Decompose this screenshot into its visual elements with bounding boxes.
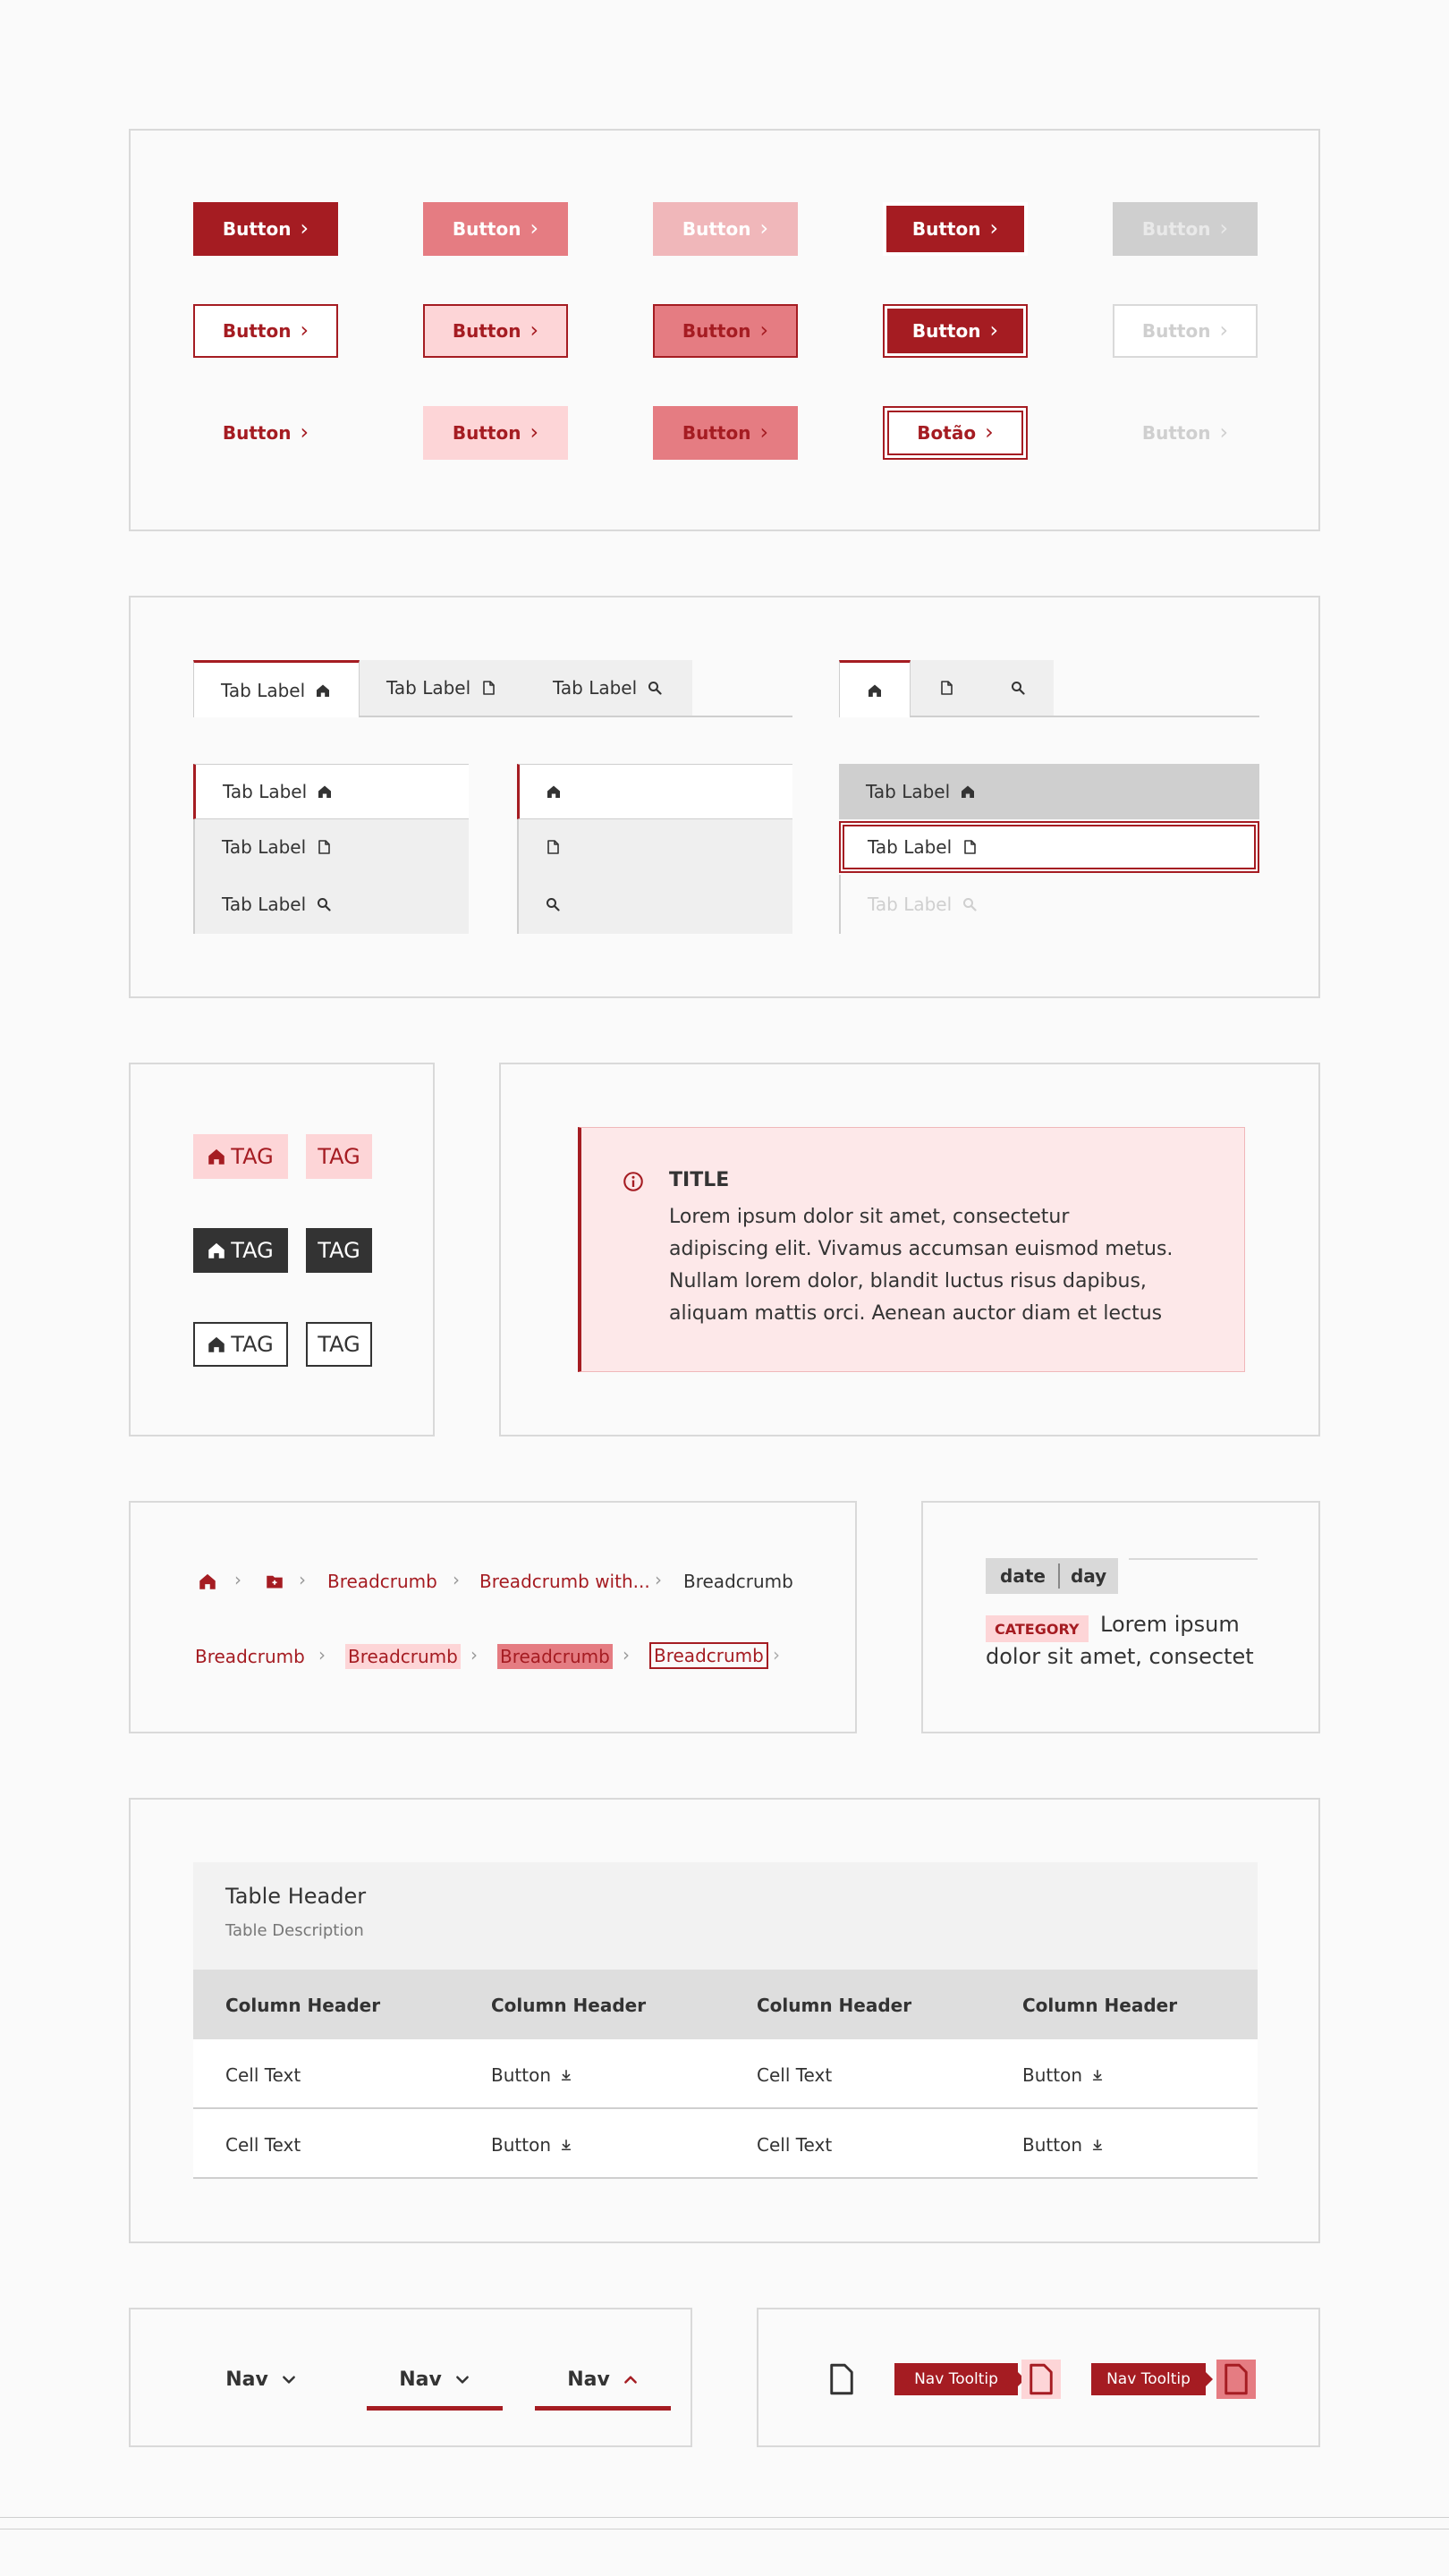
button-label: Button [682,218,751,240]
button-label: Botão [917,422,977,444]
chevron-right-icon: › [318,1644,326,1665]
home-icon [547,784,561,799]
button-label: Button [491,2064,551,2086]
date-badge [986,1558,1118,1594]
document-icon [317,840,331,854]
home-icon [208,1148,225,1165]
vtab-state-disabled[interactable] [841,875,1259,934]
chevron-right-icon: › [1219,419,1229,445]
tag-with-icon-dark[interactable] [193,1228,288,1273]
icon-tab-search[interactable] [982,660,1054,716]
button-label: Button [1022,2134,1082,2156]
document-icon [481,681,496,695]
tag-label: TAG [318,1238,360,1263]
column-header[interactable]: Column Header [1022,1995,1178,2016]
home-icon [208,1335,225,1353]
nav-panel [129,2308,692,2447]
nav-tooltip [1091,2363,1206,2395]
button-label: Button [682,320,751,342]
document-icon [1224,2363,1249,2395]
nav-item-open[interactable] [535,2352,671,2411]
button-label: Button [452,218,521,240]
secondary-button-pressed[interactable] [653,304,798,358]
breadcrumb-link-focused[interactable]: Breadcrumb [649,1642,768,1669]
search-icon [546,897,560,911]
tooltip-label: Nav Tooltip [914,2370,998,2388]
tag-light[interactable] [306,1134,372,1179]
chevron-right-icon: › [453,1569,460,1590]
notification-title: TITLE [669,1169,730,1191]
download-button[interactable] [491,2064,572,2086]
vicon-tab-search[interactable] [519,875,792,934]
chevron-right-icon: › [530,215,539,241]
notification-body [669,1201,1173,1330]
notification-line: Lorem ipsum dolor sit amet, consectetur [669,1206,1070,1228]
category-tag: CATEGORY [986,1615,1089,1642]
primary-button[interactable] [193,202,338,256]
button-label: Button [911,320,981,342]
home-icon [316,683,330,698]
button-label: Button [222,422,292,444]
icon-tab-home-active[interactable] [839,660,911,717]
news-text-line2: dolor sit amet, consectet [986,1644,1254,1669]
secondary-button-hover[interactable] [423,304,568,358]
chevron-right-icon: › [1219,215,1229,241]
column-header[interactable]: Column Header [491,1995,647,2016]
primary-button-disabled[interactable] [1113,202,1258,256]
secondary-button-focused[interactable] [883,304,1028,358]
notification-line: adipiscing elit. Vivamus accumsan euismod metus. [669,1238,1174,1260]
download-button[interactable] [491,2134,572,2156]
table-row [193,2039,1258,2109]
nav-label: Nav [567,2368,610,2391]
table-panel [129,1798,1320,2243]
tab-document[interactable] [360,660,526,716]
download-icon [1091,2139,1104,2151]
download-icon [560,2139,572,2151]
tag-dark[interactable] [306,1228,372,1273]
chevron-down-icon [454,2371,470,2387]
column-header[interactable]: Column Header [757,1995,912,2016]
button-label: Button [1141,320,1211,342]
icon-tab-document[interactable] [911,660,982,716]
download-button[interactable] [1022,2134,1104,2156]
notification [578,1127,1245,1372]
tag-label: TAG [231,1238,274,1263]
search-icon [317,897,331,911]
primary-button-pressed[interactable] [653,202,798,256]
tag-outline[interactable] [306,1322,372,1367]
vtab-state-hover[interactable] [839,764,1259,819]
news-card-panel [921,1501,1320,1733]
button-label: Button [911,218,981,240]
tooltip-arrow [1206,2372,1213,2386]
breadcrumbs-panel [129,1501,857,1733]
tag-label: TAG [231,1144,274,1169]
chevron-right-icon: › [773,1644,780,1665]
button-label: Button [1141,218,1211,240]
home-icon [868,683,882,698]
ghost-button-hover[interactable] [423,406,568,460]
tag-label: TAG [231,1332,274,1357]
chevron-right-icon: › [655,1569,662,1590]
tags-panel [129,1063,435,1436]
tab-label: Tab Label [223,781,308,802]
chevron-right-icon: › [530,419,539,445]
notification-line: aliquam mattis orci. Aenean auctor diam et lectus [669,1302,1163,1325]
date-rule [1129,1558,1258,1560]
tab-label: Tab Label [868,894,953,915]
table-header-block [193,1862,1258,1970]
tooltip-panel [757,2308,1320,2447]
home-icon [208,1241,225,1259]
notification-panel [499,1063,1320,1436]
tab-home-active[interactable] [193,660,360,717]
download-button[interactable] [1022,2064,1104,2086]
button-label: Button [452,320,521,342]
tab-label: Tab Label [386,677,471,699]
table-row [193,2109,1258,2179]
nav-tooltip [894,2363,1018,2395]
tabs-panel [129,596,1320,998]
chevron-right-icon: › [300,317,309,343]
vicon-tab-home-active[interactable] [517,764,792,819]
chevron-right-icon: › [470,1644,478,1665]
button-label: Button [222,218,292,240]
ghost-button[interactable] [193,406,338,460]
chevron-right-icon: › [759,215,769,241]
button-label: Button [1022,2064,1082,2086]
document-icon [939,681,953,695]
chevron-right-icon: › [759,419,769,445]
cell-text: Cell Text [225,2064,301,2086]
primary-button-focused[interactable] [883,202,1028,256]
folder-icon[interactable] [265,1572,284,1590]
tab-label: Tab Label [222,894,307,915]
breadcrumb-link[interactable]: Breadcrumb [327,1571,437,1592]
nav-label: Nav [399,2368,442,2391]
chevron-right-icon: › [989,215,999,241]
chevron-down-icon [281,2371,297,2387]
search-icon [962,897,977,911]
chevron-right-icon: › [623,1644,630,1665]
footer-divider [0,2517,1449,2529]
button-label: Button [682,422,751,444]
nav-label: Nav [225,2368,268,2391]
ghost-button-focused[interactable] [883,406,1028,460]
chevron-up-icon [623,2371,639,2387]
download-icon [1091,2069,1104,2081]
info-icon [623,1171,644,1192]
button-label: Button [1141,422,1211,444]
buttons-panel [129,129,1320,531]
vtab-state-focused[interactable] [839,821,1259,873]
tag-with-icon-outline[interactable] [193,1322,288,1367]
vtab-search[interactable] [195,875,469,934]
button-label: Button [222,320,292,342]
news-text-line1: Lorem ipsum [1100,1612,1240,1637]
ghost-button-disabled[interactable] [1113,406,1258,460]
tag-with-icon-light[interactable] [193,1134,288,1179]
breadcrumb-current: Breadcrumb [683,1571,793,1592]
table-description: Table Description [225,1921,364,1940]
chevron-right-icon: › [985,419,994,445]
nav-item[interactable] [193,2352,329,2406]
cell-text: Cell Text [757,2134,833,2156]
home-icon[interactable] [199,1572,216,1590]
nav-item-hover[interactable] [367,2352,503,2411]
date-label: date [1000,1565,1046,1587]
tag-label: TAG [318,1144,360,1169]
primary-button-hover[interactable] [423,202,568,256]
search-icon [648,681,662,695]
download-icon [560,2069,572,2081]
breadcrumb-link-pressed[interactable]: Breadcrumb [497,1644,613,1669]
chevron-right-icon: › [300,419,309,445]
column-header[interactable]: Column Header [225,1995,381,2016]
secondary-button[interactable] [193,304,338,358]
tab-label: Tab Label [221,679,306,701]
cell-text: Cell Text [225,2134,301,2156]
tab-label: Tab Label [553,677,638,699]
document-icon [1029,2363,1054,2395]
breadcrumb-link[interactable]: Breadcrumb [195,1646,305,1667]
breadcrumb-link-hover[interactable]: Breadcrumb [345,1644,461,1669]
document-icon [546,840,560,854]
tag-label: TAG [318,1332,360,1357]
tab-label: Tab Label [868,836,953,858]
chevron-right-icon: › [234,1569,242,1590]
document-icon [962,840,977,854]
notification-line: Nullam lorem dolor, blandit luctus risus dapibus, [669,1270,1147,1292]
ghost-button-pressed[interactable] [653,406,798,460]
day-label: day [1070,1565,1107,1587]
chevron-right-icon: › [759,317,769,343]
cell-text: Cell Text [757,2064,833,2086]
chevron-right-icon: › [299,1569,306,1590]
vtab-home-active[interactable] [193,764,469,819]
chevron-right-icon: › [300,215,309,241]
table-column-header-row [193,1970,1258,2039]
home-icon [318,784,332,799]
chevron-right-icon: › [989,317,999,343]
table-title: Table Header [225,1884,367,1909]
document-icon[interactable] [828,2363,855,2395]
tooltip-label: Nav Tooltip [1106,2370,1191,2388]
tab-label: Tab Label [222,836,307,858]
vicon-tab-document[interactable] [519,819,792,875]
home-icon [961,784,975,799]
search-icon [1011,681,1025,695]
chevron-right-icon: › [1219,317,1229,343]
secondary-button-disabled[interactable] [1113,304,1258,358]
chevron-right-icon: › [530,317,539,343]
button-label: Button [491,2134,551,2156]
button-label: Button [452,422,521,444]
breadcrumb-link-truncated[interactable]: Breadcrumb with... [479,1571,650,1592]
tab-search[interactable] [526,660,692,716]
vtab-document[interactable] [195,819,469,875]
tab-label: Tab Label [866,781,951,802]
